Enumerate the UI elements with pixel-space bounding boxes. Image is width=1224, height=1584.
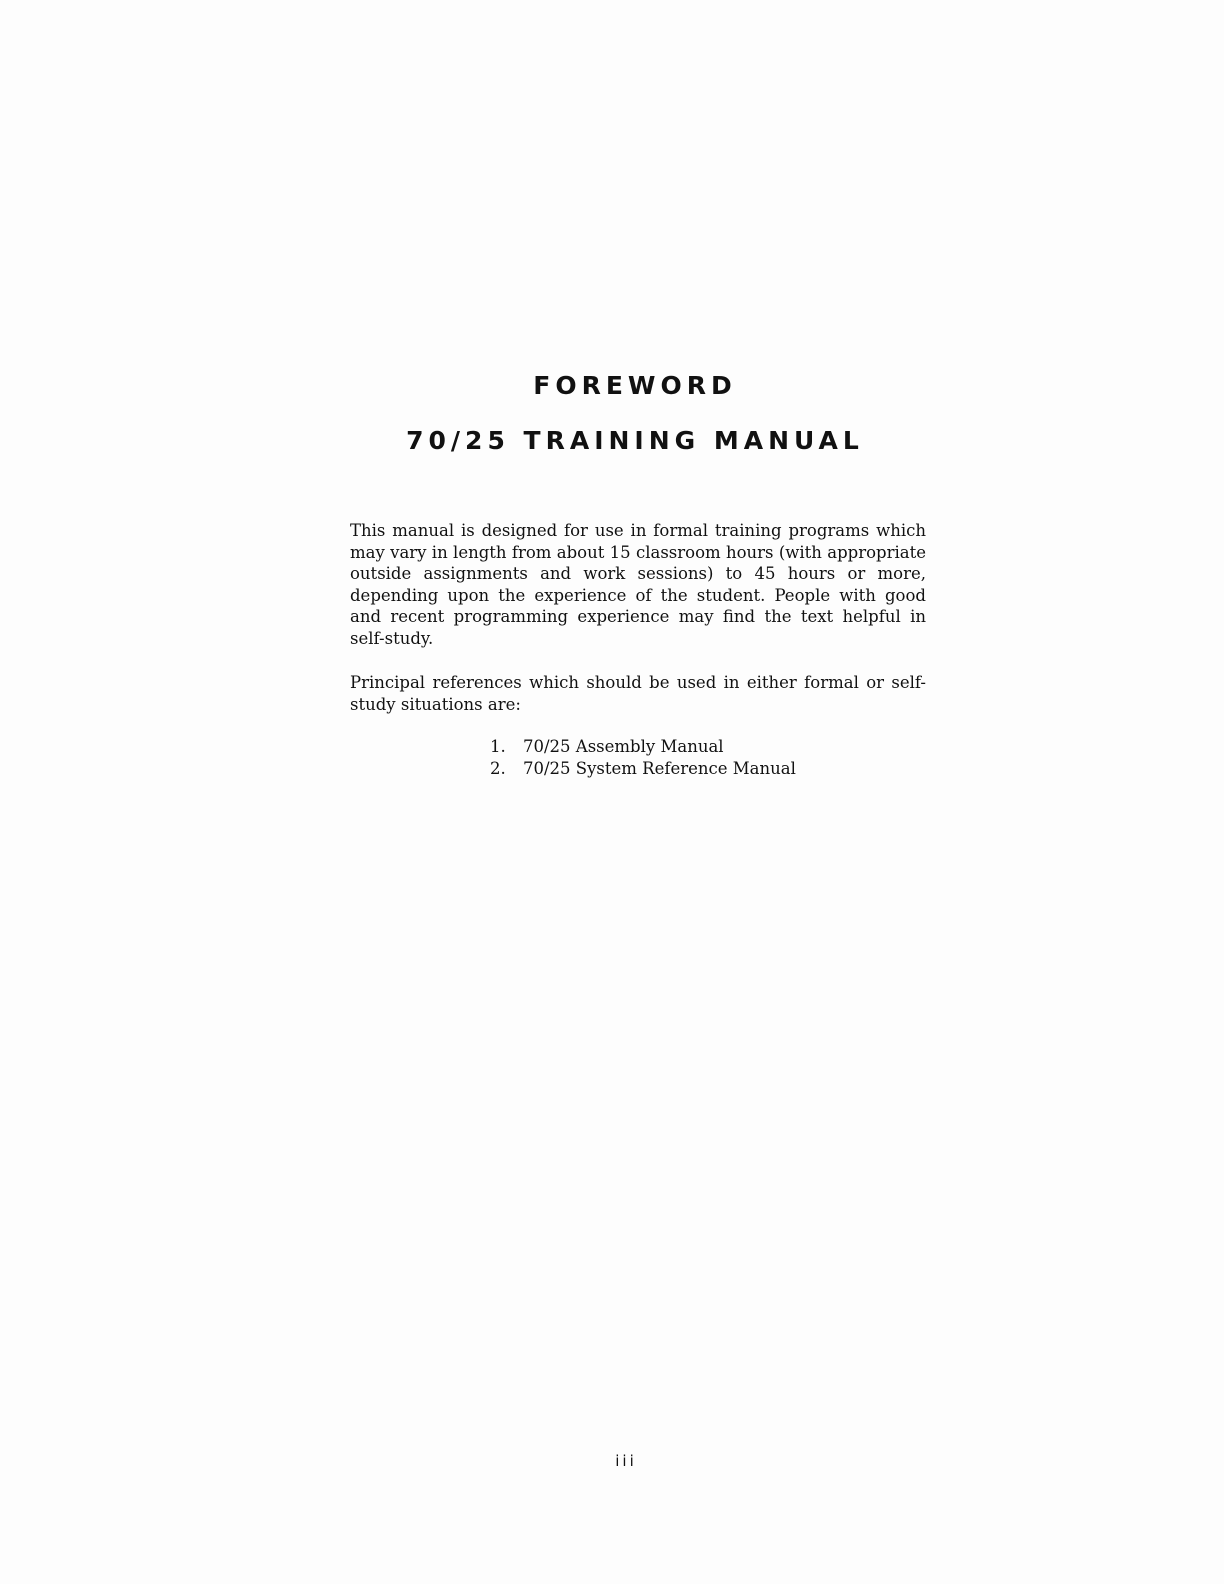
page-number: iii xyxy=(615,1452,637,1470)
list-item-number: 1. xyxy=(490,737,506,756)
list-item-text: 70/25 Assembly Manual xyxy=(523,737,724,756)
list-item-text: 70/25 System Reference Manual xyxy=(523,759,796,778)
page-title: FOREWORD xyxy=(533,371,737,400)
list-item-number: 2. xyxy=(490,759,506,778)
intro-paragraph: This manual is designed for use in formal training programs which may vary in length from about 15 classroom hours (with appropriate outside assignments and work sessions) to 45 hours or more, depending upon the experience of the student. People with good and recent programming experience may find the text helpful in self-study. xyxy=(350,521,926,648)
reference-list xyxy=(490,736,796,780)
references-paragraph: Principal references which should be used in either formal or self-study situations are: xyxy=(350,673,926,714)
list-item xyxy=(490,736,796,758)
page-subtitle: 70/25 TRAINING MANUAL xyxy=(406,426,864,455)
list-item xyxy=(490,758,796,780)
